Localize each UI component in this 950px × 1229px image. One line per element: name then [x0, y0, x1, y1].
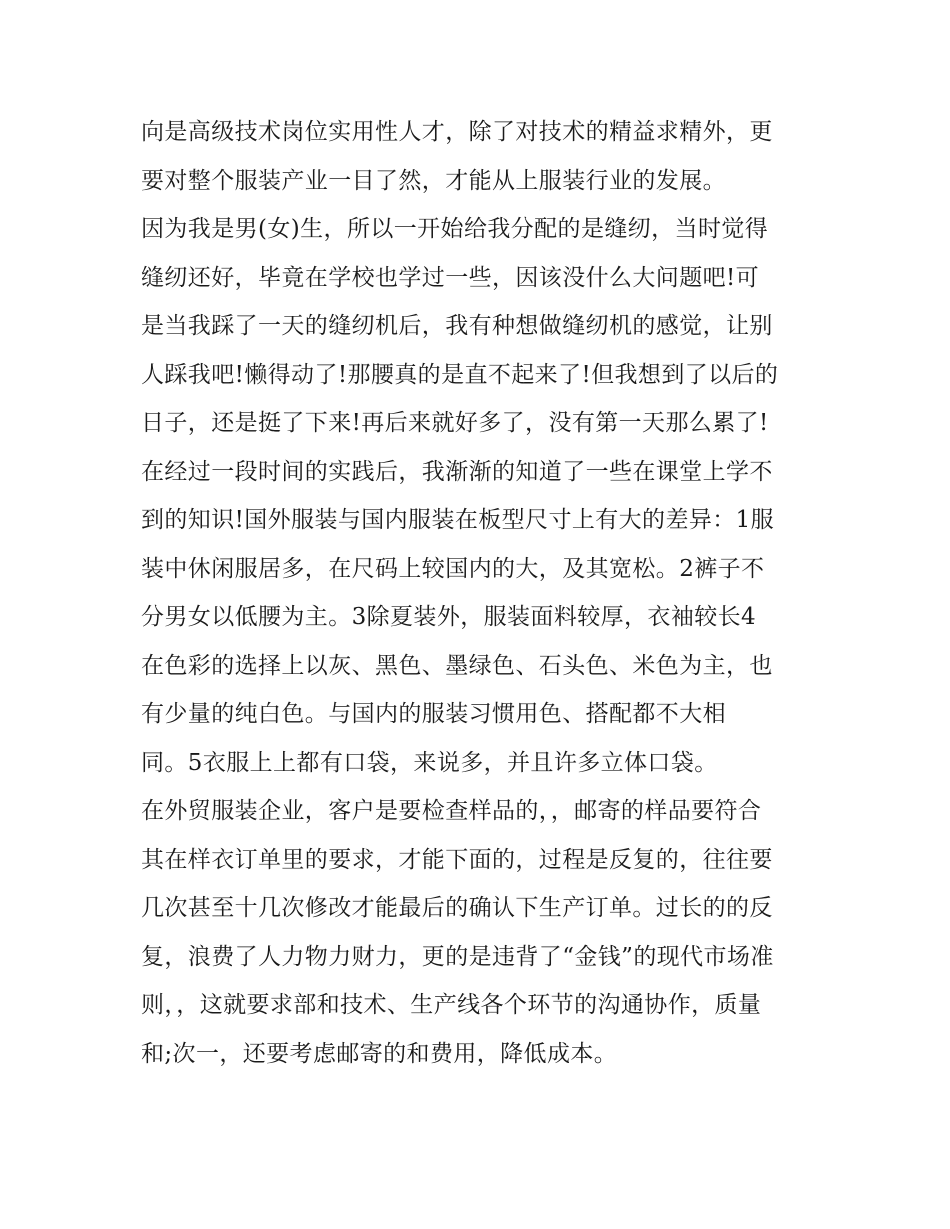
text-line: 复，浪费了人力物力财力，更的是违背了“金钱”的现代市场准: [141, 943, 774, 970]
text-line: 几次甚至十几次修改才能最后的确认下生产订单。过长的的反: [141, 895, 773, 921]
text-line: 是当我踩了一天的缝纫机后，我有种想做缝纫机的感觉，让别: [141, 313, 773, 339]
text-line: 到的知识!国外服装与国内服装在板型尺寸上有大的差异：1服: [141, 507, 775, 533]
body-text: [141, 108, 821, 1078]
text-line: 缝纫还好，毕竟在学校也学过一些，因该没什么大问题吧!可: [141, 264, 760, 291]
text-line: 因为我是男(女)生，所以一开始给我分配的是缝纫，当时觉得: [141, 216, 769, 242]
text-line: 其在样衣订单里的要求，才能下面的，过程是反复的，往往要: [141, 846, 773, 873]
text-line: 同。5衣服上上都有口袋，来说多，并且许多立体口袋。: [141, 749, 718, 776]
text-line: 在经过一段时间的实践后，我渐渐的知道了一些在课堂上学不: [141, 458, 773, 485]
text-line: 分男女以低腰为主。3除夏装外，服装面料较厚，衣袖较长4: [141, 604, 757, 630]
text-line: 日子，还是挺了下来!再后来就好多了，没有第一天那么累了!: [141, 410, 769, 436]
text-line: 要对整个服装产业一目了然，才能从上服装行业的发展。: [141, 167, 726, 194]
text-line: 则，，这就要求部和技术、生产线各个环节的沟通协作，质量: [141, 992, 762, 1018]
text-line: 装中休闲服居多，在尺码上较国内的大，及其宽松。2裤子不: [141, 555, 765, 582]
text-line: 有少量的纯白色。与国内的服装习惯用色、搭配都不大相: [141, 701, 726, 727]
text-line: 和;次一，还要考虑邮寄的和费用，降低成本。: [141, 1040, 618, 1067]
text-line: 向是高级技术岗位实用性人才，除了对技术的精益求精外，更: [141, 119, 773, 145]
text-line: 在外贸服装企业，客户是要检查样品的，，邮寄的样品要符合: [141, 798, 762, 824]
text-line: 人踩我吧!懒得动了!那腰真的是直不起来了!但我想到了以后的: [141, 361, 779, 388]
text-line: 在色彩的选择上以灰、黑色、墨绿色、石头色、米色为主，也: [141, 652, 773, 679]
